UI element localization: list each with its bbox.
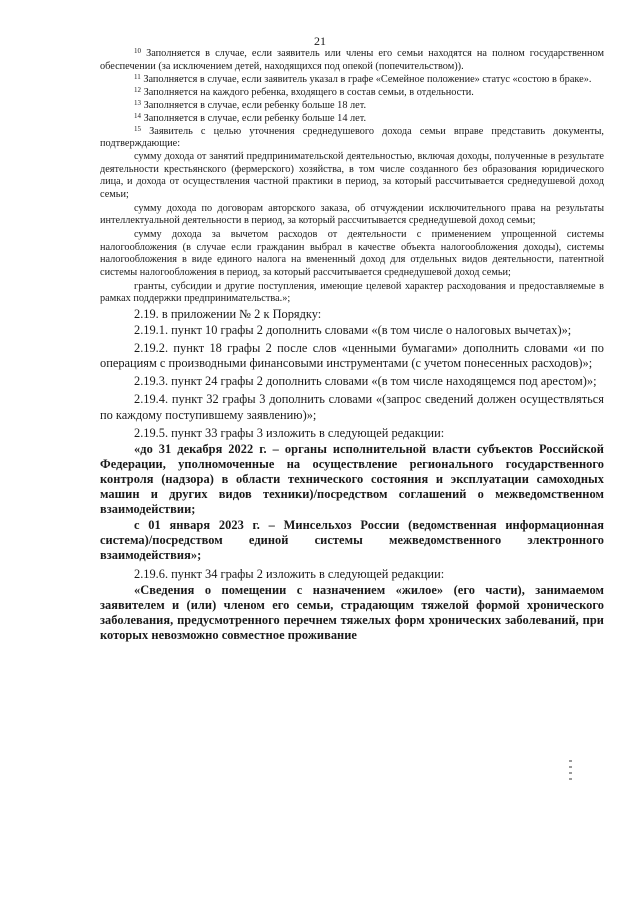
footnote-text: Заполняется в случае, если ребенку больше 14 лет. xyxy=(143,112,367,124)
footnote-text: Заполняется в случае, если заявитель указал в графе «Семейное положение» статус «состою в браке». xyxy=(143,73,592,85)
footnote-13 xyxy=(100,100,604,113)
footnote-15-item-author-contracts: сумму дохода по договорам авторского заказа, об отчуждении исключительного права на результаты интеллектуальной деятельности в период, за который рассчитывается среднедушевой доход семьи; xyxy=(100,202,604,226)
footnote-mark: 10 xyxy=(134,47,141,55)
page-number: 21 xyxy=(314,34,326,48)
page-content xyxy=(100,48,604,643)
scan-artifact xyxy=(569,760,572,784)
footnote-text: Заполняется в случае, если заявитель или члены его семьи находятся на полном государственном обеспечении (за исключением детей, находящихся под опекой (попечительством)). xyxy=(100,48,604,72)
footnote-mark: 11 xyxy=(134,72,141,81)
amendment-2-19-3: 2.19.3. пункт 24 графы 2 дополнить словами «(в том числе находящемся под арестом)»; xyxy=(134,374,597,389)
amendment-2-19-6: 2.19.6. пункт 34 графы 2 изложить в следующей редакции: xyxy=(134,566,445,581)
amendment-2-19-1: 2.19.1. пункт 10 графы 2 дополнить словами «(в том числе о налоговых вычетах)»; xyxy=(134,323,572,338)
footnote-text: Заполняется в случае, если ребенку больше 18 лет. xyxy=(143,99,367,111)
footnote-15-item-grants: гранты, субсидии и другие поступления, имеющие целевой характер расходования и предоставляемые в рамках поддержки предпринимательства.»; xyxy=(100,280,604,304)
footnote-15 xyxy=(100,126,604,151)
footnote-text: Заполняется на каждого ребенка, входящего в состав семьи, в отдельности. xyxy=(143,86,474,98)
footnote-text: Заявитель с целью уточнения среднедушевого дохода семьи вправе представить документы, подтверждающие: xyxy=(100,125,604,149)
amendment-2-19-5: 2.19.5. пункт 33 графы 3 изложить в следующей редакции: xyxy=(134,425,445,440)
footnote-mark: 12 xyxy=(134,85,141,94)
footnote-15-item-tax-systems: сумму дохода за вычетом расходов от деятельности с применением упрощенной системы налогообложения (в случае если гражданин выбрал в качестве объекта налогообложения доходы), системы налогообложения в виде единого налога на вмененный доход для отдельных видов деятельности, патентной системы налогообложения в период, за который рассчитывается среднедушевой доход семьи; xyxy=(100,229,604,278)
footnote-mark: 14 xyxy=(134,111,141,120)
amendment-2-19: 2.19. в приложении № 2 к Порядку: xyxy=(134,307,322,321)
footnote-mark: 13 xyxy=(134,98,141,107)
footnote-11 xyxy=(100,74,604,87)
amendment-2-19-6-quote: «Сведения о помещении с назначением «жилое» (его части), занимаемом заявителем и (или) членом его семьи, страдающим тяжелой формой хронического заболевания, предусмотренного перечнем тяжелых форм хронических заболеваний, при которых невозможно совместное проживание xyxy=(100,582,604,642)
footnote-mark: 15 xyxy=(134,124,141,133)
footnote-12 xyxy=(100,87,604,100)
amendment-2-19-4: 2.19.4. пункт 32 графы 3 дополнить словами «(запрос сведений должен осуществляться по каждому поступившему заявлению)»; xyxy=(100,392,604,422)
amendment-2-19-5-quote-minselkhoz: с 01 января 2023 г. – Минсельхоз России (ведомственная информационная система)/посредством единой системы межведомственного электронного взаимодействия»; xyxy=(100,518,604,563)
amendment-2-19-2: 2.19.2. пункт 18 графы 2 после слов «ценными бумагами» дополнить словами «и по операциям с производными финансовыми инструментами (с учетом понесенных расходов)»; xyxy=(100,341,604,371)
amendment-2-19-5-quote-regional: «до 31 декабря 2022 г. – органы исполнительной власти субъектов Российской Федерации, уполномоченные на осуществление регионального государственного контроля (надзора) в области технического состояния и эксплуатации самоходных машин и других видов техники)/посредством соглашений о межведомственном взаимодействии; xyxy=(100,441,604,517)
footnote-15-item-business-income: сумму дохода от занятий предпринимательской деятельностью, включая доходы, полученные в результате деятельности крестьянского (фермерского) хозяйства, в том числе созданного без образования юридического лица, и дохода от осуществления частной практики в период, за который рассчитывается среднедушевой доход семьи; xyxy=(100,151,604,200)
footnote-14 xyxy=(100,113,604,126)
footnote-10 xyxy=(100,48,604,73)
